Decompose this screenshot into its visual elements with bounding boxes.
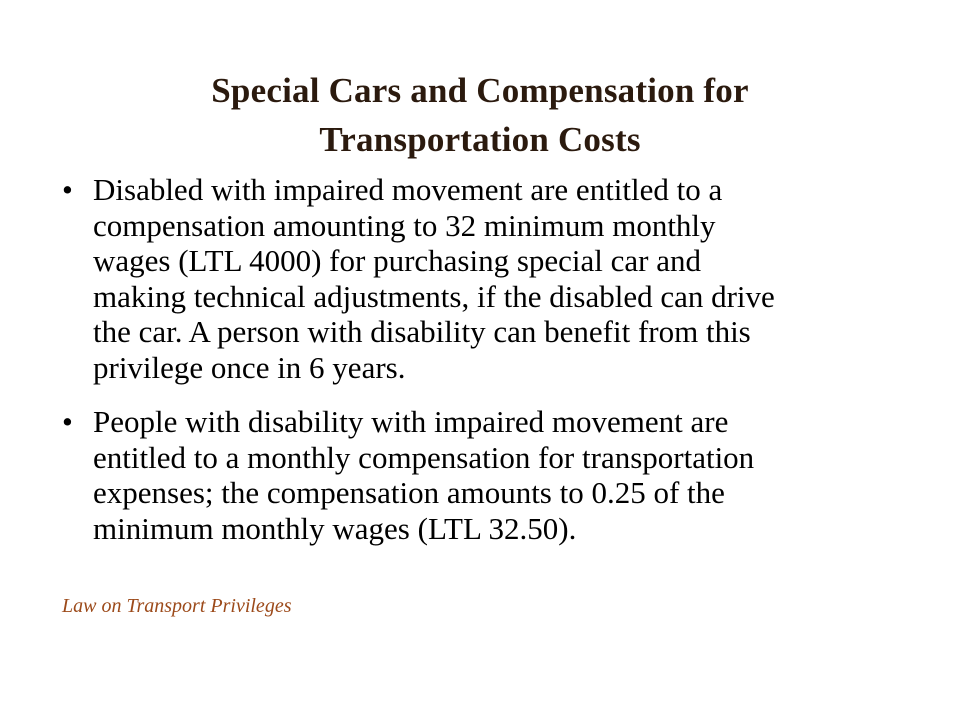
bullet-marker: • [62, 172, 73, 207]
bullet-line: wages (LTL 4000) for purchasing special car and [93, 243, 702, 278]
slide-title [60, 66, 900, 164]
bullet-list [62, 172, 922, 565]
source-citation: Law on Transport Privileges [62, 595, 292, 617]
bullet-marker: • [62, 404, 73, 439]
bullet-text [93, 172, 922, 385]
bullet-line: expenses; the compensation amounts to 0.25 of the [93, 475, 725, 510]
bullet-text [93, 404, 922, 546]
bullet-line: making technical adjustments, if the disabled can drive [93, 278, 775, 314]
bullet-line: the car. A person with disability can benefit from this [93, 314, 751, 349]
bullet-item-transport-compensation [62, 404, 922, 546]
bullet-line: minimum monthly wages (LTL 32.50). [93, 510, 577, 546]
bullet-line: Disabled with impaired movement are entitled to a [93, 172, 723, 207]
bullet-item-car-compensation [62, 172, 922, 385]
bullet-line: privilege once in 6 years. [93, 349, 406, 385]
bullet-line: compensation amounting to 32 minimum monthly [93, 207, 716, 243]
slide-title-line-2: Transportation Costs [319, 120, 641, 160]
bullet-line: entitled to a monthly compensation for transportation [93, 439, 755, 475]
bullet-line: People with disability with impaired movement are [93, 404, 729, 439]
slide-title-line-1: Special Cars and Compensation for [211, 71, 749, 111]
